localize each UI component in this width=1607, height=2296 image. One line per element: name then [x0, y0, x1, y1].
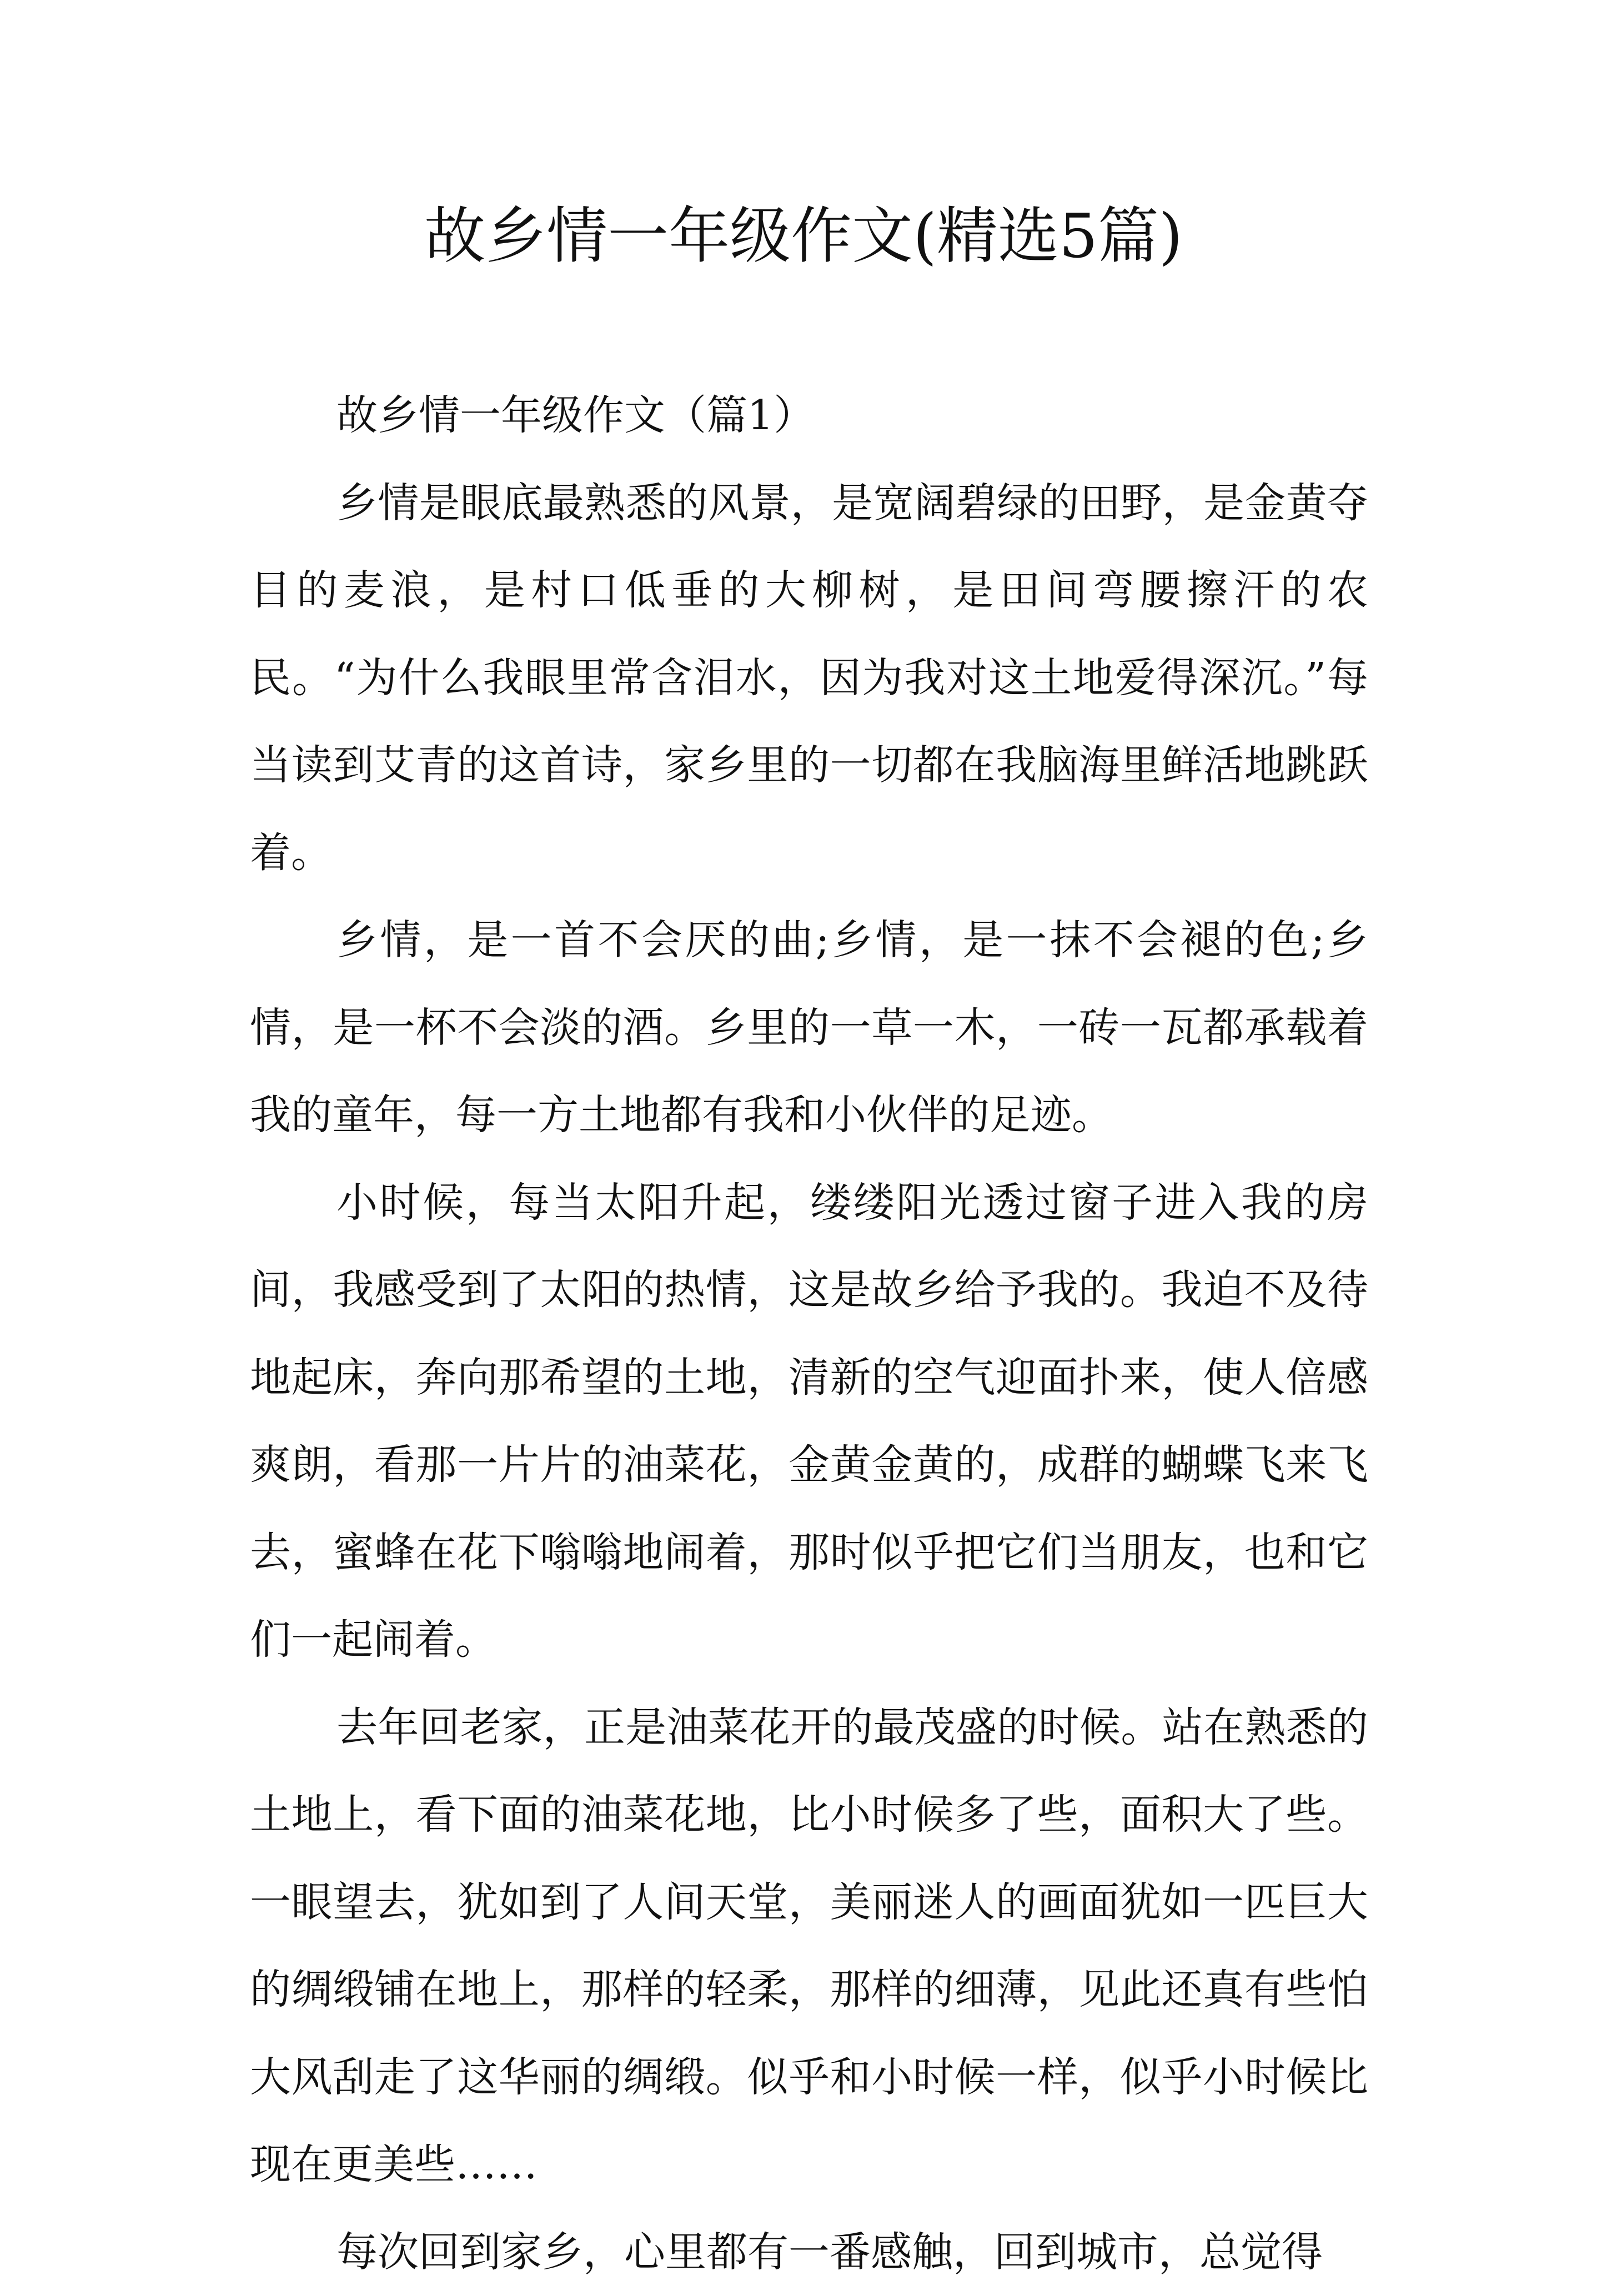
paragraph-4: 去年回老家，正是油菜花开的最茂盛的时候。站在熟悉的土地上，看下面的油菜花地，比小时候多了些，面积大了些。一眼望去，犹如到了人间天堂，美丽迷人的画面犹如一匹巨大的绸缎铺在地上，那样的轻柔，那样的细薄，见此还真有些怕大风刮走了这华丽的绸缎。似乎和小时候一样，似乎小时候比现在更美些……: [250, 1684, 1368, 2209]
paragraph-2: 乡情，是一首不会厌的曲;乡情，是一抹不会褪的色;乡情，是一杯不会淡的酒。乡里的一草一木，一砖一瓦都承载着我的童年，每一方土地都有我和小伙伴的足迹。: [250, 897, 1368, 1159]
document-body: [250, 372, 1368, 2296]
section-heading: 故乡情一年级作文（篇1）: [250, 372, 1368, 460]
paragraph-1: 乡情是眼底最熟悉的风景，是宽阔碧绿的田野，是金黄夺目的麦浪，是村口低垂的大柳树，是田间弯腰擦汗的农民。“为什么我眼里常含泪水，因为我对这土地爱得深沉。”每当读到艾青的这首诗，家乡里的一切都在我脑海里鲜活地跳跃着。: [250, 460, 1368, 897]
paragraph-3: 小时候，每当太阳升起，缕缕阳光透过窗子进入我的房间，我感受到了太阳的热情，这是故乡给予我的。我迫不及待地起床，奔向那希望的土地，清新的空气迎面扑来，使人倍感爽朗，看那一片片的油菜花，金黄金黄的，成群的蝴蝶飞来飞去，蜜蜂在花下嗡嗡地闹着，那时似乎把它们当朋友，也和它们一起闹着。: [250, 1159, 1368, 1684]
paragraph-5: 每次回到家乡，心里都有一番感触，回到城市，总觉得: [250, 2209, 1368, 2296]
document-title: 故乡情一年级作文(精选5篇): [0, 192, 1607, 280]
